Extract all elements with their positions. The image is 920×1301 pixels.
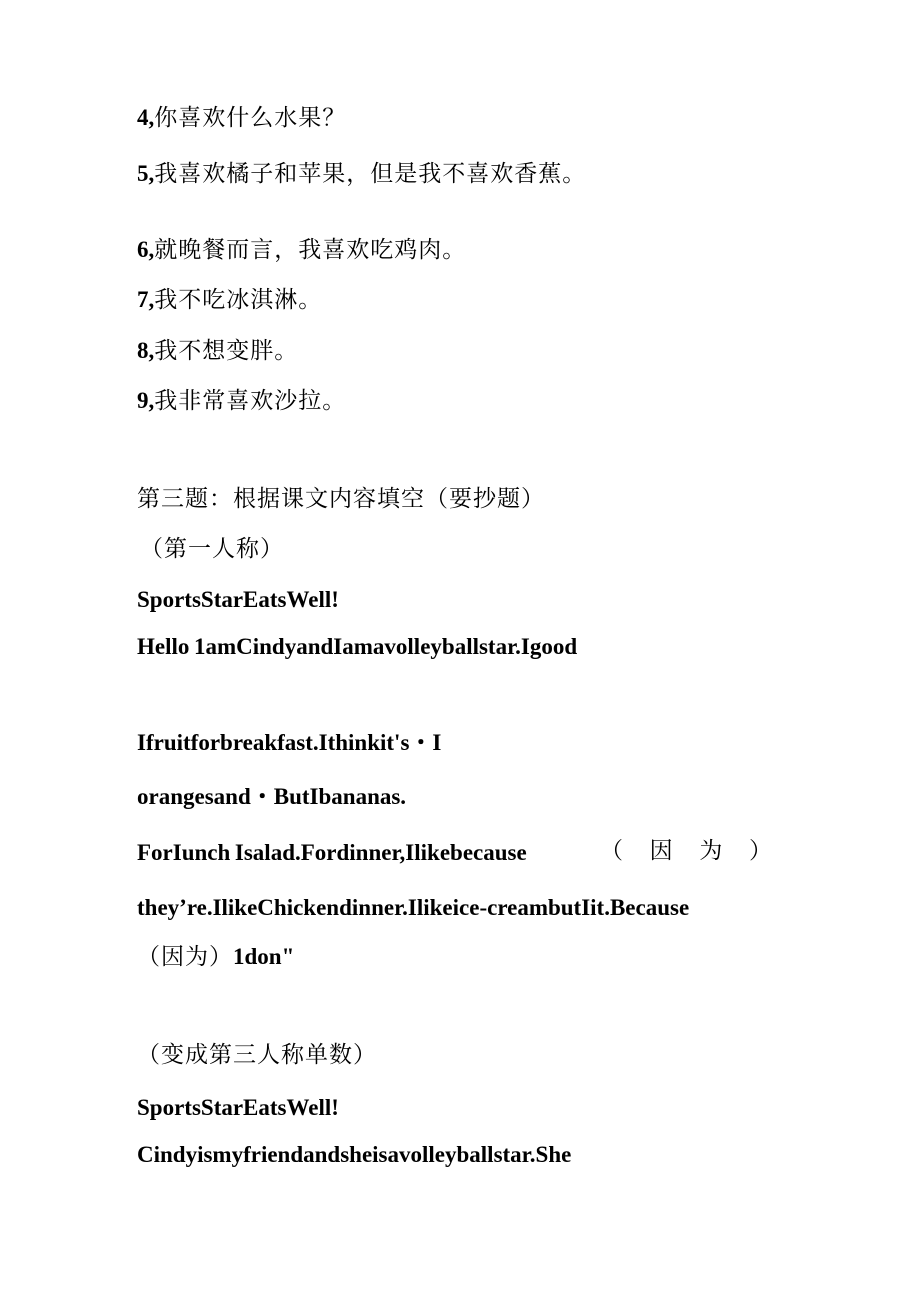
item-number: 6, <box>137 237 155 262</box>
item-text: 就晚餐而言，我喜欢吃鸡肉。 <box>154 237 467 263</box>
passage-title-third-person: SportsStarEatsWell! <box>137 1095 339 1120</box>
item-number: 5, <box>137 161 155 186</box>
passage-line <box>137 945 294 969</box>
item-7 <box>137 288 322 312</box>
passage-line: orangesand・ButIbananas. <box>137 784 407 809</box>
item-text: 我不想变胖。 <box>154 338 299 364</box>
section-heading: 第三题：根据课文内容填空（要抄题） <box>137 486 545 512</box>
item-text: 我非常喜欢沙拉。 <box>154 388 347 414</box>
passage-line: they’re.IlikeChickendinner.Ilikeice-creambutIit.Because <box>137 895 690 920</box>
passage-text: 1don" <box>233 944 295 969</box>
passage-line: Hello 1amCindyandIamavolleyballstar.Igood <box>137 634 578 659</box>
item-9 <box>137 389 346 413</box>
passage-line: ForIunch Isalad.Fordinner,Ilikebecause <box>137 840 527 865</box>
item-6 <box>137 238 466 262</box>
item-number: 8, <box>137 338 155 363</box>
paren-close: ） <box>748 838 772 864</box>
item-text: 我不吃冰淇淋。 <box>154 287 323 313</box>
item-text: 你喜欢什么水果？ <box>154 105 347 131</box>
passage-line: Ifruitforbreakfast.Ithinkit's・I <box>137 730 442 755</box>
third-person-label: （变成第三人称单数） <box>137 1042 377 1068</box>
item-text: 我喜欢橘子和苹果，但是我不喜欢香蕉。 <box>154 161 587 187</box>
because-gloss <box>600 840 772 863</box>
gloss-char: 因 <box>649 838 673 864</box>
item-8 <box>137 339 298 363</box>
passage-title-first-person: SportsStarEatsWell! <box>137 587 339 612</box>
gloss-char: 为 <box>699 838 723 864</box>
because-gloss-cn: （因为） <box>137 944 233 970</box>
item-number: 7, <box>137 287 155 312</box>
paren-open: （ <box>600 838 623 864</box>
item-number: 4, <box>137 105 155 130</box>
passage-line: Cindyismyfriendandsheisavolleyballstar.She <box>137 1142 572 1167</box>
item-4 <box>137 106 346 130</box>
first-person-label: （第一人称） <box>140 536 284 562</box>
item-number: 9, <box>137 388 155 413</box>
item-5 <box>137 162 586 186</box>
